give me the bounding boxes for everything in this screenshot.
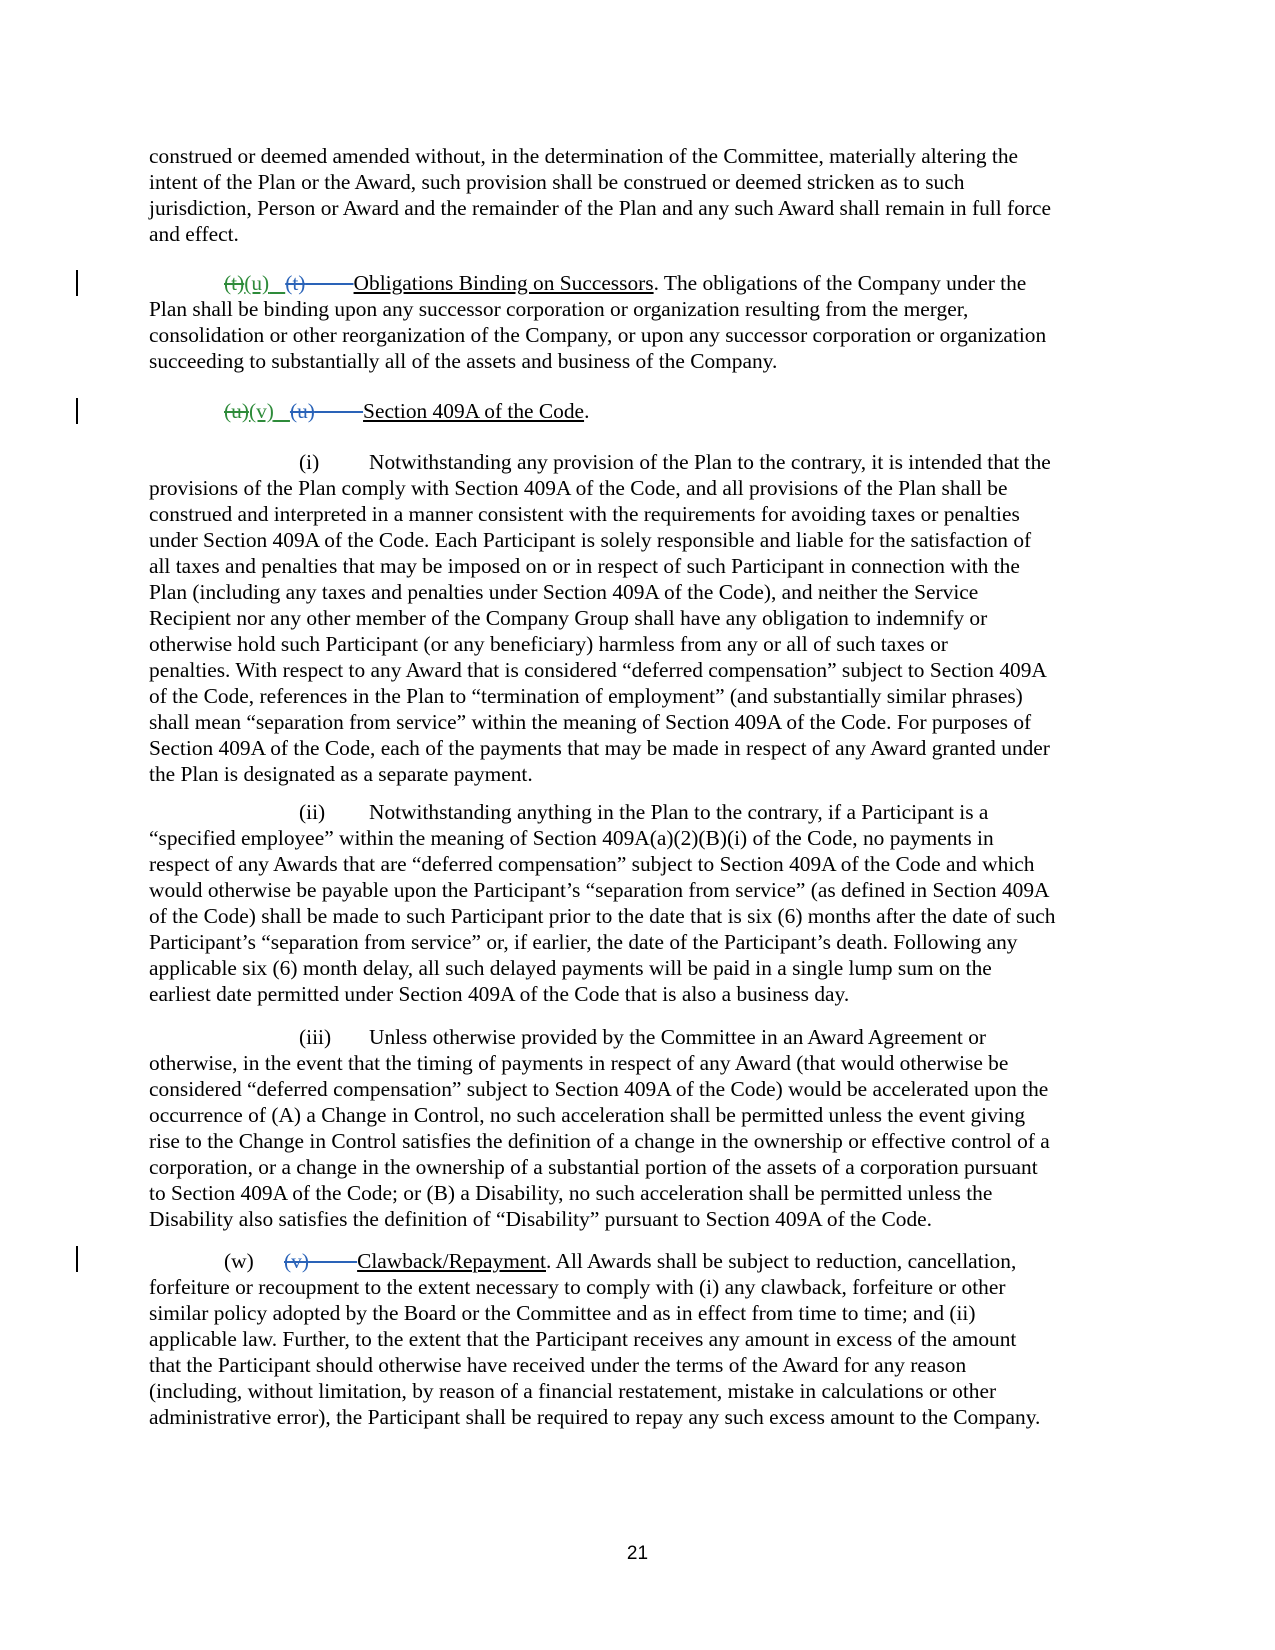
subsection-text: Notwithstanding anything in the Plan to the contrary, if a Participant is a	[369, 800, 989, 824]
section-heading: Obligations Binding on Successors	[353, 271, 654, 295]
section-w-clawback	[149, 1248, 1129, 1430]
text-line: earliest date permitted under Section 409A of the Code that is also a business day.	[149, 982, 850, 1006]
change-bar	[76, 398, 78, 424]
subsection-text: Unless otherwise provided by the Committee in an Award Agreement or	[369, 1025, 987, 1049]
section-heading-period: .	[584, 399, 590, 423]
text-line: considered “deferred compensation” subject to Section 409A of the Code) would be accelerated upon the	[149, 1077, 1049, 1101]
text-line: Recipient nor any other member of the Company Group shall have any obligation to indemnify or	[149, 606, 988, 630]
text-line: administrative error), the Participant shall be required to repay any such excess amount to the Company.	[149, 1405, 1041, 1429]
text-line: Plan shall be binding upon any successor corporation or organization resulting from the merger,	[149, 297, 969, 321]
deleted-number: (t)	[224, 271, 245, 295]
section-heading-line	[149, 398, 1129, 424]
text-line: and effect.	[149, 222, 239, 246]
text-line: construed or deemed amended without, in the determination of the Committee, materially altering the	[149, 144, 1019, 168]
section-heading-line	[149, 1248, 1129, 1274]
inserted-number: (v)	[248, 399, 274, 423]
text-line: respect of any Awards that are “deferred compensation” subject to Section 409A of the Code and which	[149, 852, 1035, 876]
text-line: provisions of the Plan comply with Section 409A of the Code, and all provisions of the Plan shall be	[149, 476, 1008, 500]
text-line: applicable six (6) month delay, all such delayed payments will be paid in a single lump sum on the	[149, 956, 992, 980]
text-line: shall mean “separation from service” within the meaning of Section 409A of the Code. For purposes of	[149, 710, 1032, 734]
text-line: intent of the Plan or the Award, such provision shall be construed or deemed stricken as to such	[149, 170, 965, 194]
text-line: corporation, or a change in the ownership of a substantial portion of the assets of a corporation pursuant	[149, 1155, 1038, 1179]
subsection-number: (ii)	[299, 800, 326, 824]
subsection-i	[149, 449, 1129, 787]
change-bar	[76, 270, 78, 296]
change-bar	[76, 1246, 78, 1272]
deleted-number: (u)	[289, 399, 315, 423]
text-line: penalties. With respect to any Award that is considered “deferred compensation” subject to Section 409A	[149, 658, 1047, 682]
text-line: under Section 409A of the Code. Each Participant is solely responsible and liable for the satisfaction of	[149, 528, 1032, 552]
subsection-first-line	[149, 449, 1129, 475]
section-u-obligations	[149, 270, 1129, 374]
subsection-number: (i)	[299, 450, 320, 474]
text-line: of the Code, references in the Plan to “termination of employment” (and substantially similar phrases)	[149, 684, 1023, 708]
text-line: consolidation or other reorganization of the Company, or upon any successor corporation or organization	[149, 323, 1047, 347]
text-line: Disability also satisfies the definition of “Disability” pursuant to Section 409A of the Code.	[149, 1207, 933, 1231]
page-number: 21	[626, 1543, 649, 1564]
text-line: rise to the Change in Control satisfies the definition of a change in the ownership or effective control of a	[149, 1129, 1050, 1153]
section-heading: Clawback/Repayment	[357, 1249, 546, 1273]
section-text: . The obligations of the Company under the	[653, 271, 1027, 295]
section-text: . All Awards shall be subject to reduction, cancellation,	[546, 1249, 1017, 1273]
section-v-409a	[149, 398, 1129, 424]
text-line: of the Code) shall be made to such Participant prior to the date that is six (6) months after the date of such	[149, 904, 1056, 928]
text-line: all taxes and penalties that may be imposed on or in respect of such Participant in connection with the	[149, 554, 1020, 578]
text-line: to Section 409A of the Code; or (B) a Disability, no such acceleration shall be permitted unless the	[149, 1181, 993, 1205]
section-heading-line	[149, 270, 1129, 296]
subsection-iii	[149, 1024, 1129, 1232]
text-line: succeeding to substantially all of the assets and business of the Company.	[149, 349, 778, 373]
subsection-text: Notwithstanding any provision of the Plan to the contrary, it is intended that the	[369, 450, 1051, 474]
text-line: Participant’s “separation from service” or, if earlier, the date of the Participant’s death. Following any	[149, 930, 1018, 954]
subsection-ii	[149, 799, 1129, 1007]
text-line: Plan (including any taxes and penalties under Section 409A of the Code), and neither the Service	[149, 580, 979, 604]
text-line: similar policy adopted by the Board or the Committee and as in effect from time to time; and (ii)	[149, 1301, 976, 1325]
deleted-number: (t)	[285, 271, 306, 295]
text-line: jurisdiction, Person or Award and the remainder of the Plan and any such Award shall remain in full force	[149, 196, 1051, 220]
section-heading: Section 409A of the Code	[363, 399, 585, 423]
subsection-first-line	[149, 799, 1129, 825]
text-line: the Plan is designated as a separate payment.	[149, 762, 533, 786]
text-line: that the Participant should otherwise have received under the terms of the Award for any reason	[149, 1353, 967, 1377]
text-line: otherwise hold such Participant (or any beneficiary) harmless from any or all of such taxes or	[149, 632, 948, 656]
text-line: applicable law. Further, to the extent that the Participant receives any amount in excess of the amount	[149, 1327, 1017, 1351]
text-line: Section 409A of the Code, each of the payments that may be made in respect of any Award granted under	[149, 736, 1050, 760]
text-line: otherwise, in the event that the timing of payments in respect of any Award (that would otherwise be	[149, 1051, 1009, 1075]
text-line: occurrence of (A) a Change in Control, no such acceleration shall be permitted unless the event giving	[149, 1103, 1026, 1127]
section-number: (w)	[224, 1249, 254, 1273]
text-line: construed and interpreted in a manner consistent with the requirements for avoiding taxes or penalties	[149, 502, 1020, 526]
deleted-number: (v)	[284, 1249, 309, 1273]
subsection-number: (iii)	[299, 1025, 332, 1049]
text-line: forfeiture or recoupment to the extent necessary to comply with (i) any clawback, forfeiture or other	[149, 1275, 1006, 1299]
text-line: (including, without limitation, by reason of a financial restatement, mistake in calculations or other	[149, 1379, 997, 1403]
deleted-number: (u)	[224, 399, 249, 423]
paragraph-continuation	[149, 143, 1129, 247]
text-line: would otherwise be payable upon the Participant’s “separation from service” (as defined in Section 409A	[149, 878, 1050, 902]
inserted-number: (u)	[244, 271, 270, 295]
text-line: “specified employee” within the meaning of Section 409A(a)(2)(B)(i) of the Code, no payments in	[149, 826, 994, 850]
subsection-first-line	[149, 1024, 1129, 1050]
